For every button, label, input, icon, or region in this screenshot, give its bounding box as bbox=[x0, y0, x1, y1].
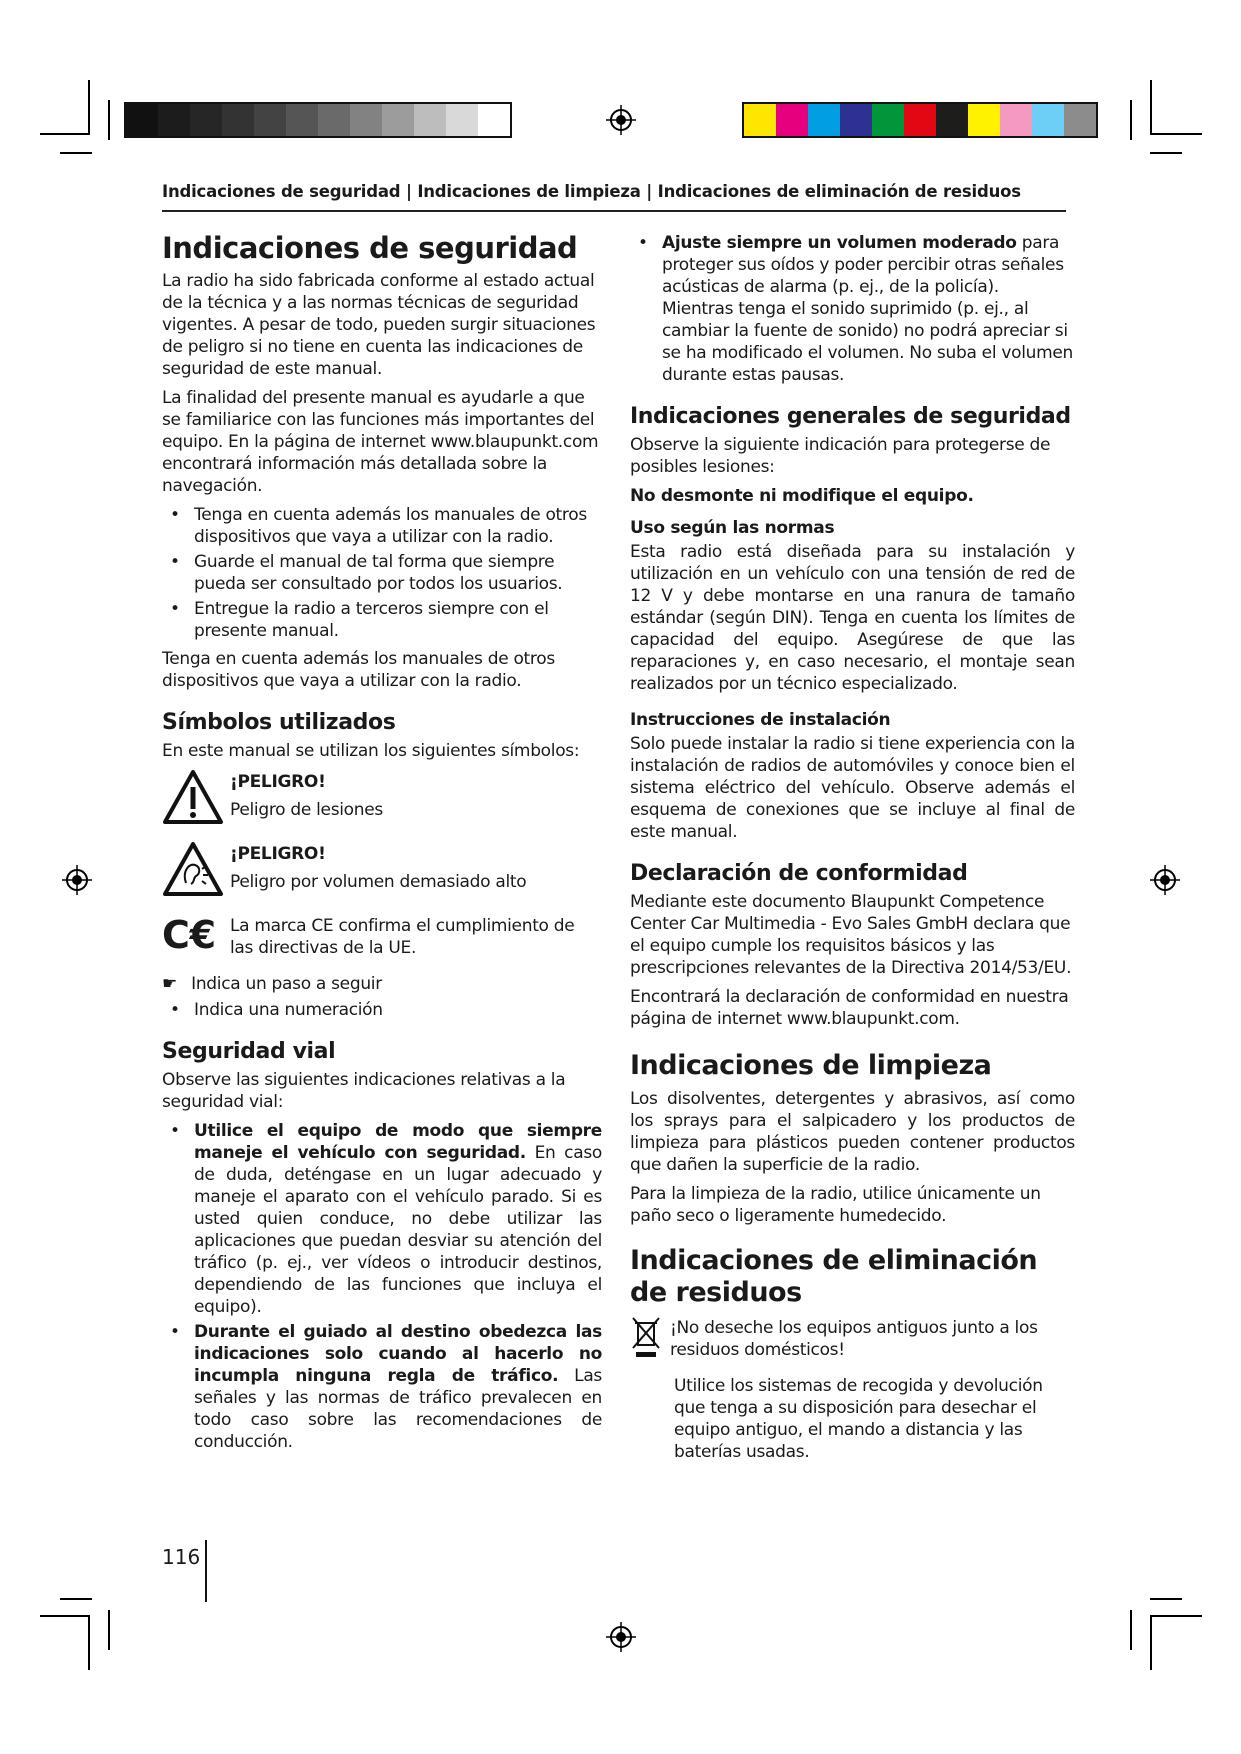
calibration-swatch bbox=[286, 104, 318, 136]
calibration-swatch bbox=[744, 104, 776, 136]
list-item: • Indica una numeración bbox=[162, 999, 602, 1021]
crop-mark bbox=[1150, 1615, 1152, 1670]
danger-injury-symbol bbox=[162, 769, 602, 831]
calibration-swatch bbox=[904, 104, 936, 136]
calibration-swatch bbox=[968, 104, 1000, 136]
color-calibration-strip bbox=[742, 102, 1098, 138]
paragraph: Observe las siguientes indicaciones relativas a la seguridad vial: bbox=[162, 1070, 566, 1112]
list-item: • Tenga en cuenta además los manuales de otros dispositivos que vaya a utilizar con la radio. bbox=[162, 504, 602, 548]
gray-calibration-strip bbox=[124, 102, 512, 138]
danger-label: ¡PELIGRO! bbox=[230, 772, 326, 792]
paragraph: ¡No deseche los equipos antiguos junto a los residuos domésticos! bbox=[670, 1318, 1038, 1360]
crop-mark bbox=[1130, 1610, 1132, 1650]
paragraph: En este manual se utilizan los siguientes símbolos: bbox=[162, 741, 580, 761]
page-number: 116 bbox=[162, 1545, 201, 1569]
volume-list bbox=[630, 232, 1075, 386]
crossed-bin-icon bbox=[630, 1315, 662, 1359]
calibration-swatch bbox=[776, 104, 808, 136]
calibration-swatch bbox=[190, 104, 222, 136]
paragraph: Para la limpieza de la radio, utilice únicamente un paño seco o ligeramente humedecido. bbox=[630, 1184, 1041, 1226]
paragraph: Los disolventes, detergentes y abrasivos, así como los sprays para el salpicadero y los productos de limpieza para plásticos pueden contener productos que dañen la superficie de la radio. bbox=[630, 1089, 1075, 1175]
header-rule bbox=[162, 210, 1066, 212]
pointing-hand-icon: ☛ bbox=[162, 974, 177, 994]
installation-title: Instrucciones de instalación bbox=[630, 710, 891, 730]
left-column bbox=[162, 232, 602, 1459]
paragraph: Mediante este documento Blaupunkt Competence Center Car Multimedia - Evo Sales GmbH declara que el equipo cumple los requisitos básicos y las prescripciones relevantes de la Directiva 2014/53/EU. bbox=[630, 892, 1072, 978]
crop-mark bbox=[40, 1615, 90, 1617]
paragraph: Tenga en cuenta además los manuales de otros dispositivos que vaya a utilizar con la radio. bbox=[162, 649, 555, 691]
disposal-notice bbox=[630, 1315, 1075, 1365]
paragraph: Solo puede instalar la radio si tiene experiencia con la instalación de radios de automóviles y conoce bien el sistema eléctrico del vehículo. Observe además el esquema de conexiones que se incluye al final de este manual. bbox=[630, 734, 1075, 842]
calibration-swatch bbox=[254, 104, 286, 136]
page-number-rule bbox=[205, 1540, 207, 1602]
crop-mark bbox=[1150, 80, 1152, 135]
crop-mark bbox=[60, 152, 92, 154]
calibration-swatch bbox=[478, 104, 510, 136]
road-safety-title: Seguridad vial bbox=[162, 1039, 336, 1064]
warning-triangle-icon bbox=[162, 769, 224, 825]
conformity-title: Declaración de conformidad bbox=[630, 861, 968, 886]
cleaning-title: Indicaciones de limpieza bbox=[630, 1050, 992, 1081]
symbols-title: Símbolos utilizados bbox=[162, 710, 396, 735]
crop-mark bbox=[88, 80, 90, 135]
bullet-list bbox=[162, 504, 602, 642]
crop-mark bbox=[1150, 1598, 1182, 1600]
calibration-swatch bbox=[350, 104, 382, 136]
crop-mark bbox=[1150, 152, 1182, 154]
registration-mark-icon bbox=[1150, 865, 1180, 895]
calibration-swatch bbox=[318, 104, 350, 136]
calibration-swatch bbox=[222, 104, 254, 136]
right-column bbox=[630, 232, 1075, 1470]
crop-mark bbox=[40, 133, 90, 135]
calibration-swatch bbox=[872, 104, 904, 136]
crop-mark bbox=[1152, 1615, 1202, 1617]
list-item: • Durante el guiado al destino obedezca las indicaciones solo cuando al hacerlo no incumpla ninguna regla de tráfico. Las señales y las normas de tráfico prevalecen en todo caso sobre las recomendaciones de conducción. bbox=[162, 1321, 602, 1453]
danger-description: Peligro de lesiones bbox=[230, 800, 383, 820]
crop-mark bbox=[88, 1615, 90, 1670]
paragraph: Encontrará la declaración de conformidad en nuestra página de internet www.blaupunkt.com. bbox=[630, 987, 1069, 1029]
list-item: • Ajuste siempre un volumen moderado para proteger sus oídos y poder percibir otras señales acústicas de alarma (p. ej., de la policía). Mientras tenga el sonido suprimido (p. ej., al cambiar la fuente de sonido) no podrá apreciar si se ha modificado el volumen. No suba el volumen durante estas pausas. bbox=[630, 232, 1075, 386]
ce-description: La marca CE confirma el cumplimiento de las directivas de la UE. bbox=[230, 916, 575, 958]
enum-legend bbox=[162, 999, 602, 1021]
calibration-swatch bbox=[158, 104, 190, 136]
registration-mark-icon bbox=[606, 105, 636, 135]
calibration-swatch bbox=[126, 104, 158, 136]
calibration-swatch bbox=[1064, 104, 1096, 136]
list-item: • Guarde el manual de tal forma que siempre pueda ser consultado por todos los usuarios. bbox=[162, 551, 602, 595]
danger-description: Peligro por volumen demasiado alto bbox=[230, 872, 527, 892]
calibration-swatch bbox=[446, 104, 478, 136]
ce-mark-icon: C​€ bbox=[162, 913, 216, 957]
list-item: • Entregue la radio a terceros siempre con el presente manual. bbox=[162, 598, 602, 642]
calibration-swatch bbox=[414, 104, 446, 136]
disposal-title: Indicaciones de eliminación de residuos bbox=[630, 1245, 1038, 1308]
calibration-swatch bbox=[840, 104, 872, 136]
crop-mark bbox=[60, 1598, 92, 1600]
general-safety-title: Indicaciones generales de seguridad bbox=[630, 404, 1071, 429]
road-safety-list bbox=[162, 1120, 602, 1453]
registration-mark-icon bbox=[62, 865, 92, 895]
ce-symbol bbox=[162, 913, 602, 959]
paragraph: La finalidad del presente manual es ayudarle a que se familiarice con las funciones más importantes del equipo. En la página de internet www.blaupunkt.com encontrará información más detallada sobre la navegación. bbox=[162, 388, 599, 496]
crop-mark bbox=[1130, 100, 1132, 140]
intended-use-title: Uso según las normas bbox=[630, 518, 835, 538]
crop-mark bbox=[108, 100, 110, 140]
calibration-swatch bbox=[1032, 104, 1064, 136]
crop-mark bbox=[1152, 133, 1202, 135]
paragraph: La radio ha sido fabricada conforme al estado actual de la técnica y a las normas técnicas de seguridad vigentes. A pesar de todo, pueden surgir situaciones de peligro si no tiene en cuenta las indicaciones de seguridad de este manual. bbox=[162, 271, 596, 379]
crop-mark bbox=[108, 1610, 110, 1650]
danger-label: ¡PELIGRO! bbox=[230, 844, 326, 864]
registration-mark-icon bbox=[606, 1622, 636, 1652]
safety-title: Indicaciones de seguridad bbox=[162, 231, 578, 265]
paragraph: Utilice los sistemas de recogida y devolución que tenga a su disposición para desechar el equipo antiguo, el mando a distancia y las baterías usadas. bbox=[674, 1376, 1043, 1462]
step-legend-text: Indica un paso a seguir bbox=[191, 974, 382, 994]
danger-volume-symbol bbox=[162, 841, 602, 903]
hearing-warning-icon bbox=[162, 841, 224, 897]
calibration-swatch bbox=[382, 104, 414, 136]
step-legend bbox=[162, 973, 602, 995]
calibration-swatch bbox=[936, 104, 968, 136]
paragraph: Esta radio está diseñada para su instalación y utilización en un vehículo con una tensión de red de 12 V y debe montarse en una ranura de tamaño estándar (según DIN). Tenga en cuenta los límites de capacidad del equipo. Asegúrese de que las reparaciones y, en caso necesario, el montaje sean realizados por un técnico especializado. bbox=[630, 542, 1075, 694]
paragraph: Observe la siguiente indicación para protegerse de posibles lesiones: bbox=[630, 435, 1051, 477]
list-item: • Utilice el equipo de modo que siempre maneje el vehículo con seguridad. En caso de duda, deténgase en un lugar adecuado y maneje el aparato con el vehículo parado. Si es usted quien conduce, no debe utilizar las aplicaciones que puedan desviar su atención del tráfico (p. ej., ver vídeos o introducir destinos, dependiendo de las funciones que incluya el equipo). bbox=[162, 1120, 602, 1318]
running-header: Indicaciones de seguridad | Indicaciones de limpieza | Indicaciones de eliminación de residuos bbox=[162, 182, 1021, 201]
calibration-swatch bbox=[808, 104, 840, 136]
warning-text: No desmonte ni modifique el equipo. bbox=[630, 486, 974, 506]
calibration-swatch bbox=[1000, 104, 1032, 136]
